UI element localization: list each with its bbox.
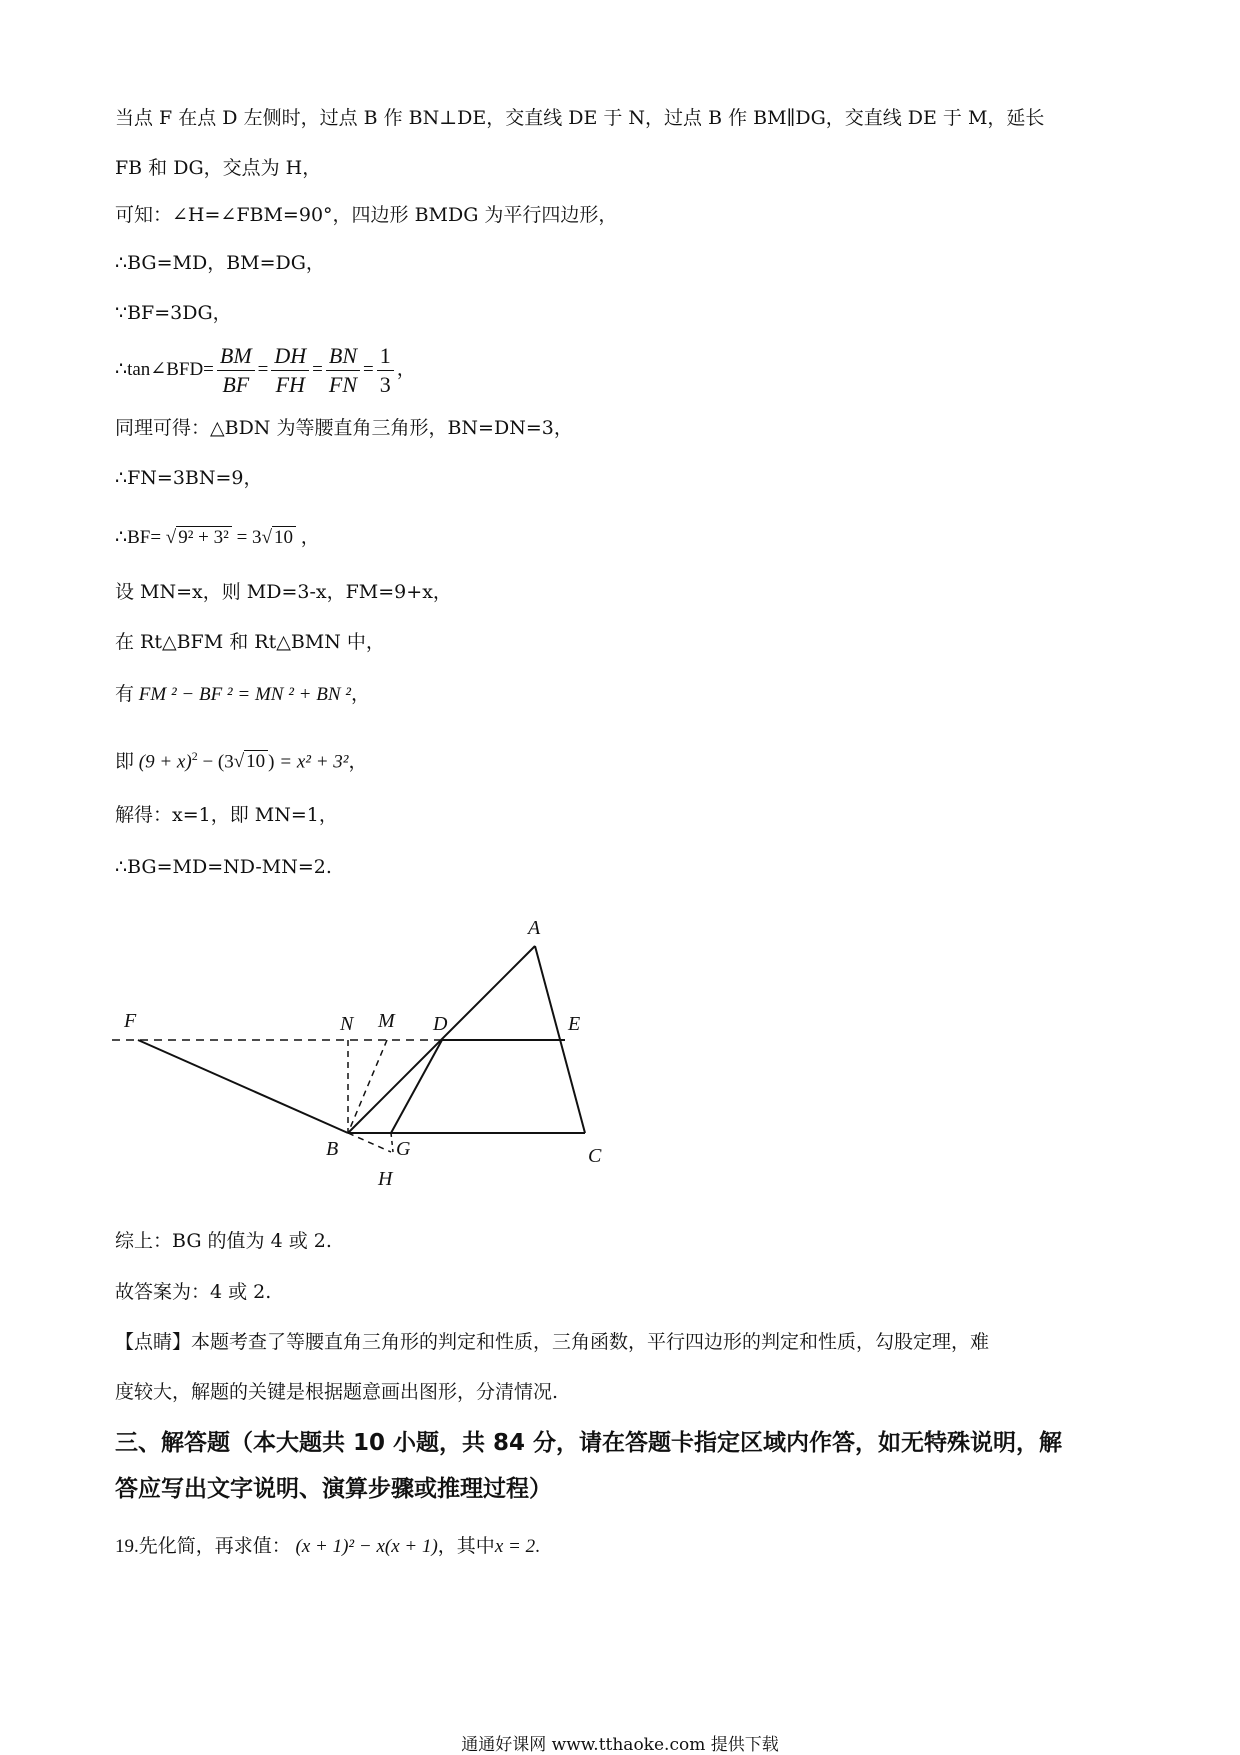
- footer-source: 通通好课网 www.tthaoke.com 提供下载: [461, 1735, 779, 1755]
- solution-line-7: 同理可得：△BDN 为等腰直角三角形，BN=DN=3，: [115, 417, 573, 439]
- equals-sign: =: [312, 359, 323, 380]
- comma: ，: [350, 684, 370, 705]
- term-close: ): [268, 751, 275, 773]
- section-heading-line-2: 答应写出文字说明、演算步骤或推理过程）: [115, 1476, 552, 1502]
- label-a: A: [528, 917, 541, 939]
- term-open: − (3: [202, 751, 234, 773]
- radicand: 9² + 3²: [176, 526, 232, 548]
- segment-fb: [138, 1040, 348, 1133]
- label-n: N: [340, 1013, 354, 1035]
- label-h: H: [378, 1168, 393, 1190]
- fraction-denominator: FH: [275, 372, 305, 398]
- comma: ，: [300, 527, 320, 548]
- summary-line: 综上：BG 的值为 4 或 2.: [115, 1230, 332, 1252]
- equals-sign: =: [363, 359, 374, 380]
- question-19-middle: ，其中: [437, 1536, 495, 1557]
- fraction-denominator: FN: [328, 372, 358, 398]
- question-19-condition: x = 2: [494, 1536, 536, 1557]
- radicand: 10: [244, 750, 268, 772]
- sqrt-radical: √ 9² + 3²: [166, 522, 232, 554]
- solution-line-8: ∴FN=3BN=9，: [115, 467, 263, 489]
- answer-line: 故答案为：4 或 2.: [115, 1281, 272, 1303]
- fraction-numerator: 1: [377, 342, 394, 371]
- sqrt-radical: √ 10: [262, 522, 296, 554]
- question-19: [115, 1535, 540, 1559]
- solution-line-2: FB 和 DG，交点为 H，: [115, 157, 322, 179]
- comment-line-1: 【点睛】本题考查了等腰直角三角形的判定和性质，三角函数，平行四边形的判定和性质，勾股定理，难: [115, 1331, 990, 1353]
- label-c: C: [588, 1145, 602, 1167]
- sqrt-radical: √ 10: [234, 750, 268, 774]
- substituted-equation: [115, 744, 367, 774]
- question-19-prefix: 19.先化简，再求值：: [115, 1536, 291, 1557]
- tan-prefix: ∴tan∠BFD=: [115, 359, 214, 380]
- label-d: D: [433, 1013, 448, 1035]
- question-19-expression: (x + 1)² − x(x + 1): [295, 1536, 438, 1557]
- equation-rhs: = x² + 3²: [279, 751, 349, 773]
- geometry-figure: [100, 900, 620, 1200]
- comment-line-2: 度较大，解题的关键是根据题意画出图形，分清情况.: [115, 1381, 559, 1403]
- fraction-one-third: [377, 342, 394, 399]
- dashed-gh: [391, 1133, 393, 1152]
- fraction-bm-bf: [217, 342, 255, 399]
- dashed-bm: [348, 1040, 387, 1133]
- solution-line-3: 可知：∠H=∠FBM=90°，四边形 BMDG 为平行四边形，: [115, 204, 618, 226]
- bf-coefficient: = 3: [236, 527, 262, 548]
- label-b: B: [326, 1138, 339, 1160]
- radicand: 10: [272, 526, 296, 548]
- solution-line-10: 设 MN=x，则 MD=3-x，FM=9+x，: [115, 581, 452, 603]
- bf-prefix: ∴BF=: [115, 527, 162, 548]
- solution-line-4: ∴BG=MD，BM=DG，: [115, 252, 325, 274]
- fraction-denominator: 3: [379, 372, 391, 398]
- comma: ，: [348, 751, 368, 773]
- fraction-numerator: DH: [271, 342, 309, 371]
- question-19-end: .: [535, 1536, 540, 1557]
- equation-prefix: 即: [115, 751, 135, 773]
- equation-prefix: 有: [115, 684, 135, 705]
- label-m: M: [378, 1010, 395, 1032]
- equation-expression: FM ² − BF ² = MN ² + BN ²: [138, 684, 351, 705]
- bf-equation: [115, 522, 320, 554]
- solution-line-14: 解得：x=1，即 MN=1，: [115, 804, 338, 826]
- section-heading-line-1: 三、解答题（本大题共 10 小题，共 84 分，请在答题卡指定区域内作答，如无特殊说明，解: [115, 1430, 1063, 1456]
- exponent: 2: [191, 749, 198, 763]
- solution-line-1: 当点 F 在点 D 左侧时，过点 B 作 BN⊥DE，交直线 DE 于 N，过点 B 作 BM∥DG，交直线 DE 于 M，延长: [115, 107, 1045, 129]
- solution-line-15: ∴BG=MD=ND-MN=2.: [115, 856, 332, 878]
- fraction-numerator: BN: [326, 342, 360, 371]
- fraction-dh-fh: [271, 342, 309, 399]
- fraction-numerator: BM: [217, 342, 255, 371]
- label-g: G: [396, 1138, 411, 1160]
- solution-line-5: ∵BF=3DG，: [115, 302, 232, 324]
- fraction-bn-fn: [326, 342, 360, 399]
- label-f: F: [124, 1010, 137, 1032]
- segment-dg: [391, 1040, 442, 1133]
- solution-line-11: 在 Rt△BFM 和 Rt△BMN 中，: [115, 631, 385, 653]
- dashed-bh: [348, 1133, 391, 1152]
- comma: ，: [396, 359, 416, 380]
- equals-sign: =: [257, 359, 269, 380]
- label-e: E: [568, 1013, 581, 1035]
- pythagoras-equation: [115, 683, 370, 707]
- tan-equation: [115, 340, 416, 400]
- fraction-denominator: BF: [222, 372, 250, 398]
- term-9-plus-x: (9 + x): [138, 751, 192, 773]
